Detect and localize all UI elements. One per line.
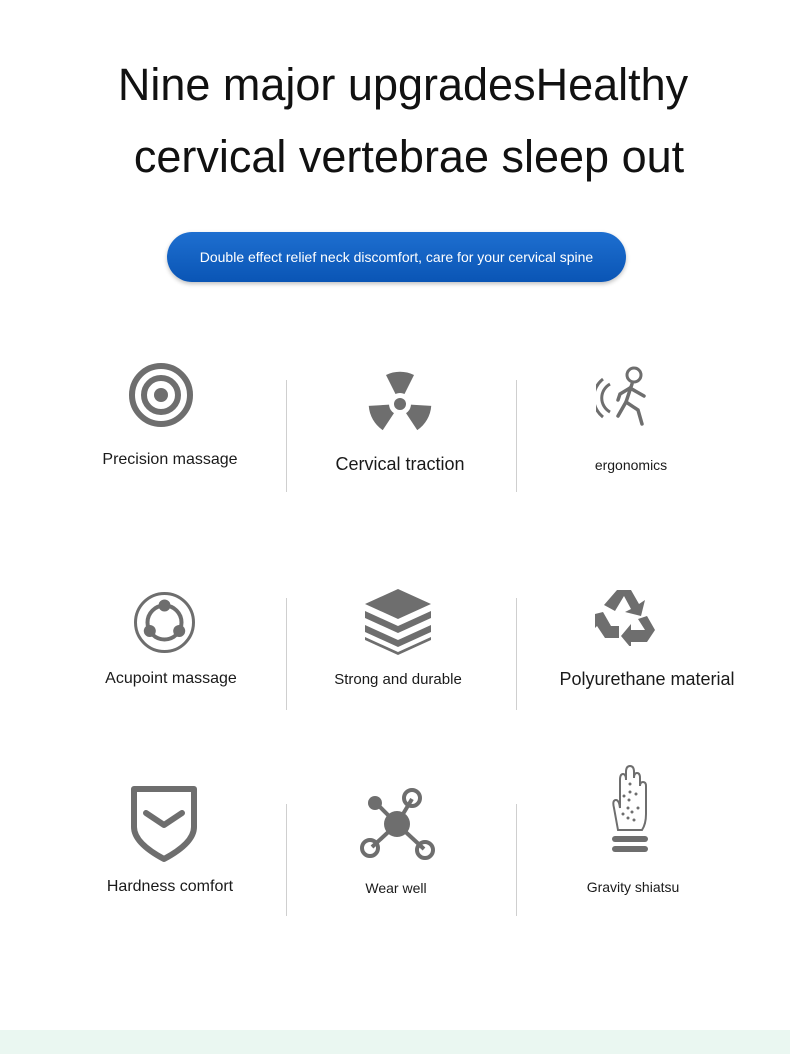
divider — [516, 804, 517, 916]
divider — [516, 598, 517, 710]
radiation-icon — [366, 369, 434, 435]
bottom-band — [0, 1030, 790, 1054]
molecule-icon — [360, 787, 436, 861]
layers-icon — [363, 587, 433, 655]
shield-icon — [128, 783, 200, 863]
feature-label: Polyurethane material — [559, 669, 735, 689]
divider — [516, 380, 517, 492]
banner-pill — [167, 232, 626, 282]
divider — [286, 804, 287, 916]
feature-label: ergonomics — [594, 457, 668, 473]
feature-label: Gravity shiatsu — [586, 879, 680, 895]
acupoint-icon — [133, 591, 196, 654]
headline-line-2: cervical vertebrae sleep out — [133, 131, 685, 182]
feature-label: Strong and durable — [334, 671, 462, 688]
hand-icon — [608, 764, 652, 862]
divider — [286, 380, 287, 492]
feature-label: Hardness comfort — [106, 878, 234, 895]
feature-label: Wear well — [365, 880, 427, 896]
headline-line-1: Nine major upgradesHealthy — [117, 59, 689, 110]
target-icon — [128, 362, 194, 428]
recycle-icon — [595, 586, 657, 646]
feature-label: Precision massage — [102, 451, 238, 468]
walking-person-icon — [596, 366, 658, 428]
feature-label: Cervical traction — [335, 454, 465, 474]
divider — [286, 598, 287, 710]
banner-text: Double effect relief neck discomfort, care for your cervical spine — [199, 249, 594, 265]
feature-label: Acupoint massage — [105, 670, 237, 687]
